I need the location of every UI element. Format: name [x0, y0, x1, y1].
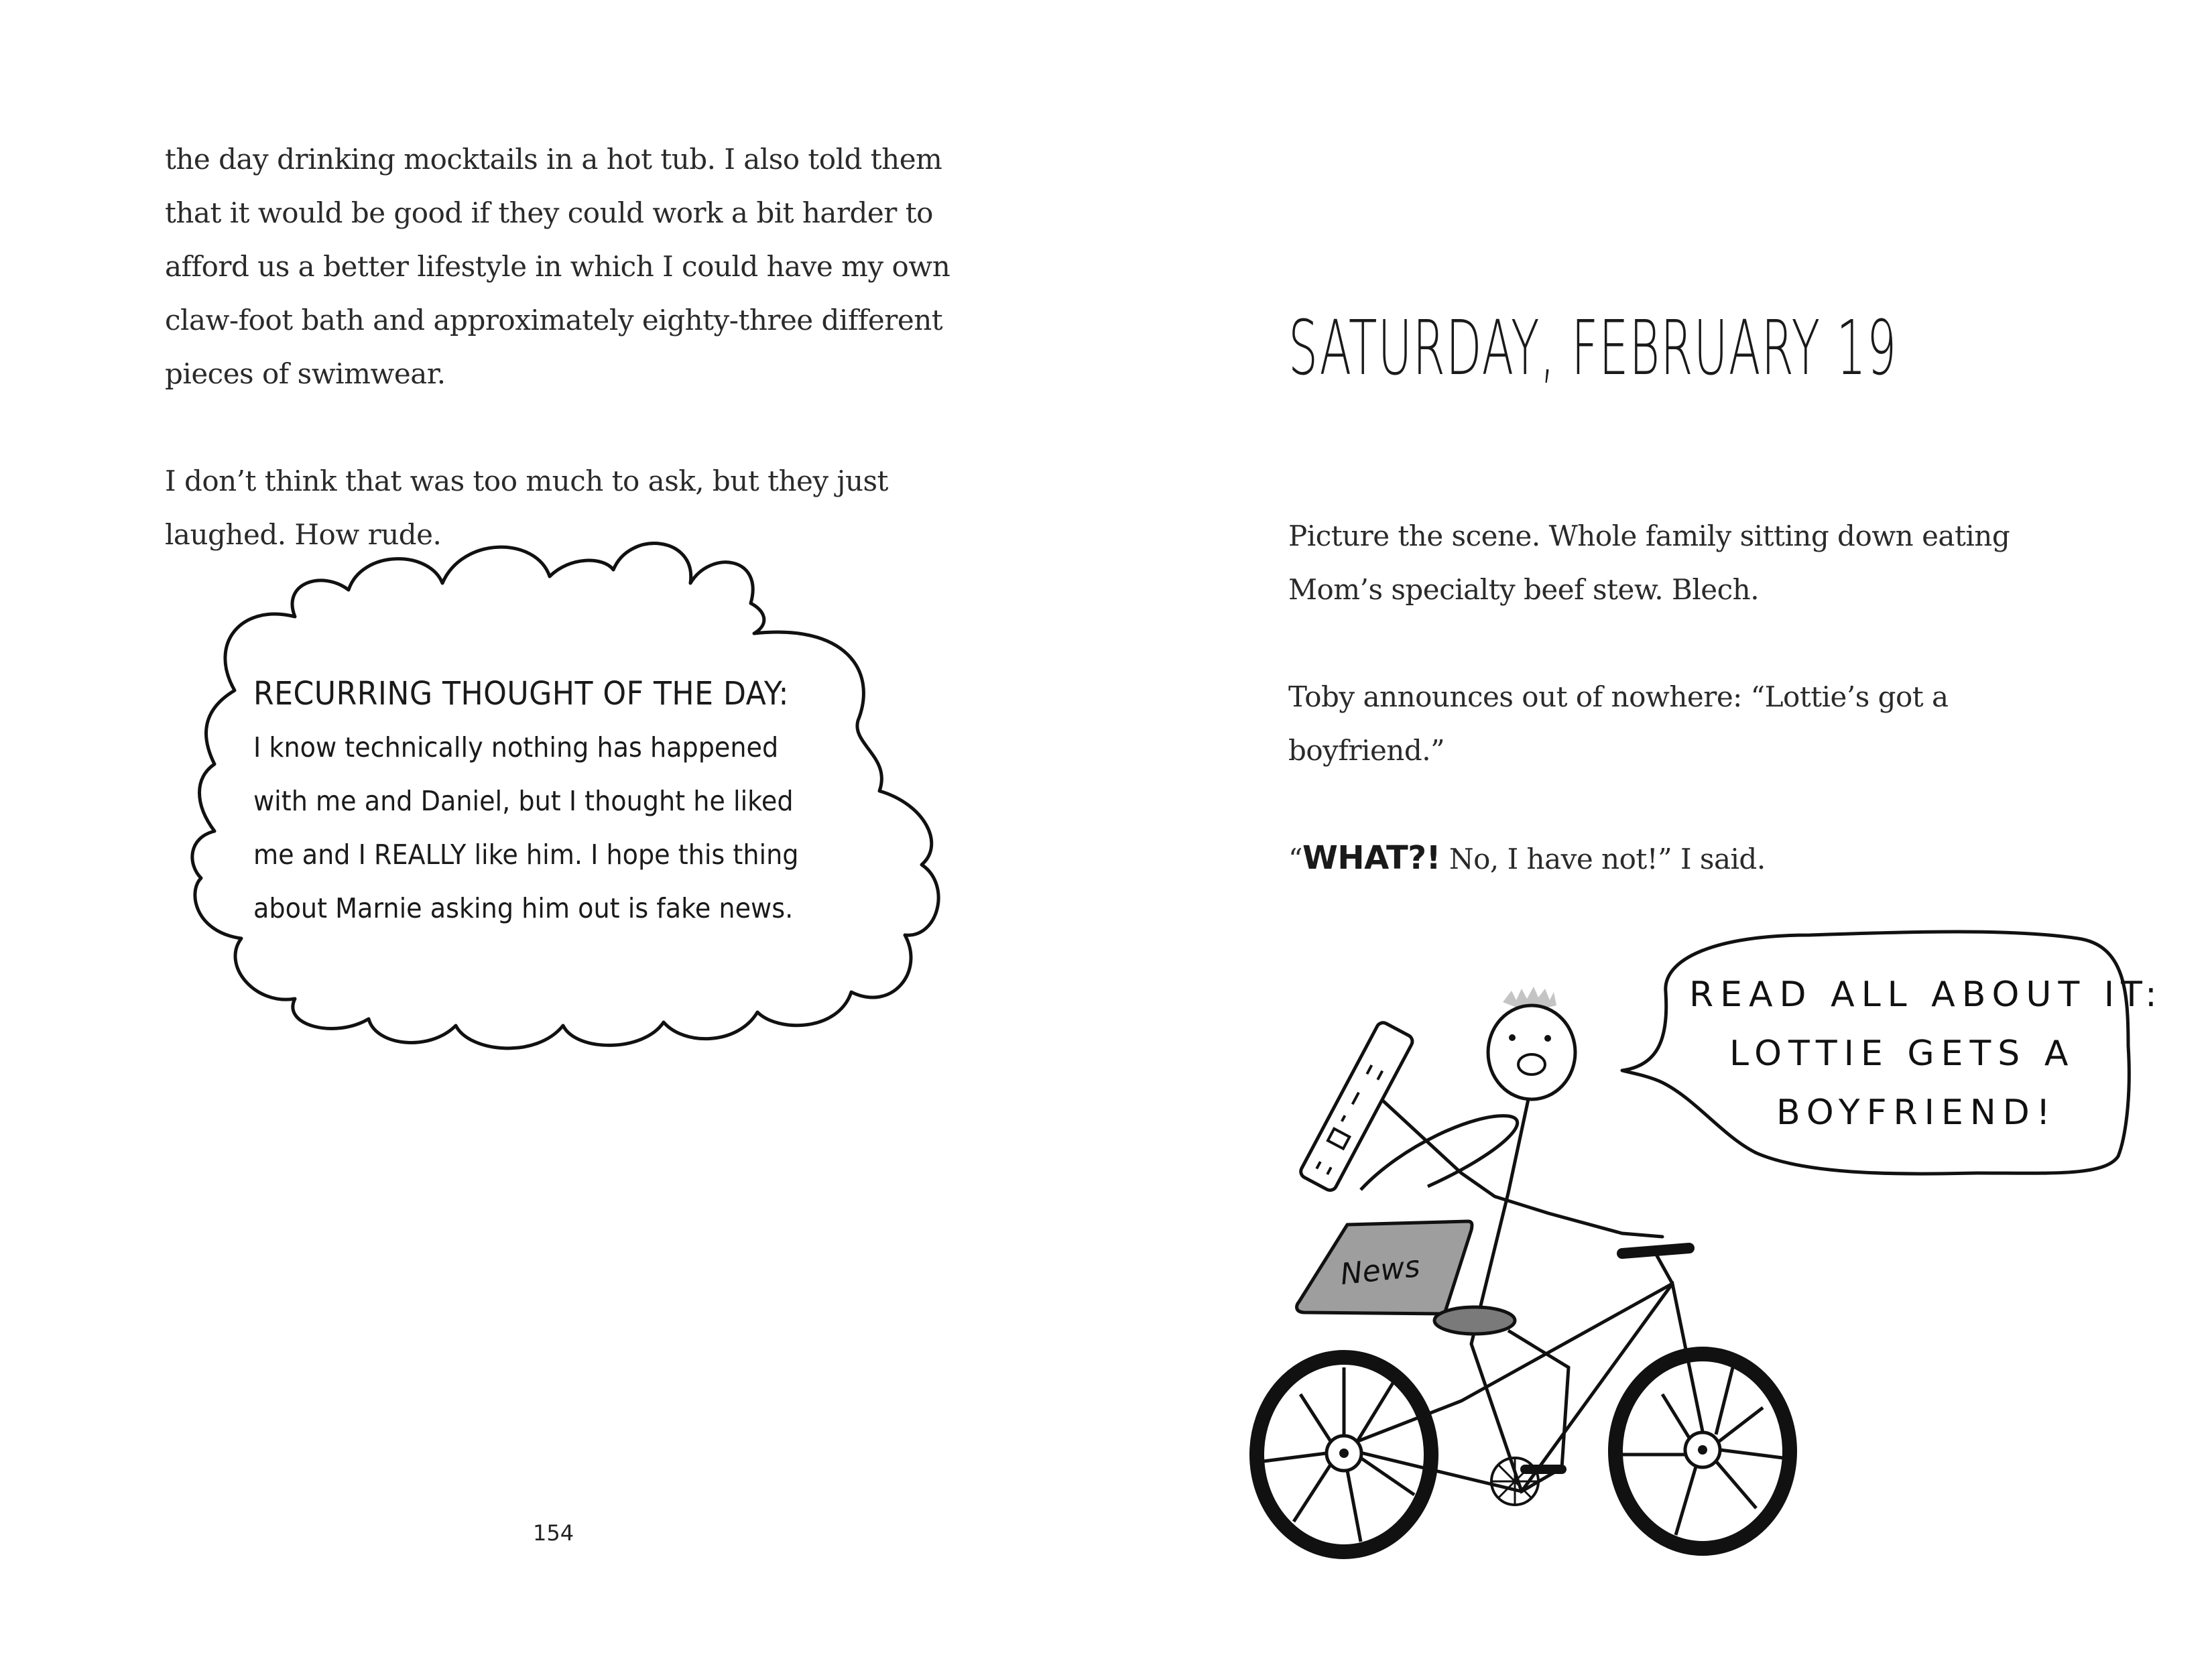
text-line: the day drinking mocktails in a hot tub. I also told them: [165, 143, 942, 176]
thought-line: I know technically nothing has happened: [253, 731, 779, 763]
thought-line: with me and Daniel, but I thought he liked: [253, 785, 794, 817]
open-quote: “: [1288, 843, 1302, 875]
text-line: that it would be good if they could work a bit harder to: [165, 196, 933, 229]
text-line: Picture the scene. Whole family sitting down eating: [1288, 519, 2010, 552]
speech-line: READ ALL ABOUT IT:: [1689, 975, 2164, 1015]
thought-line: me and I REALLY like him. I hope this thing: [253, 839, 799, 871]
thought-bubble-title: RECURRING THOUGHT OF THE DAY:: [253, 675, 789, 713]
text-line: boyfriend.”: [1288, 734, 1445, 767]
emphasis-what: WHAT?!: [1302, 839, 1440, 877]
speech-line: LOTTIE GETS A: [1729, 1034, 2075, 1074]
text-line: afford us a better lifestyle in which I could have my own: [165, 250, 950, 283]
text-line: laughed. How rude.: [165, 518, 442, 551]
speech-line: BOYFRIEND!: [1776, 1093, 2057, 1133]
text-line: Toby announces out of nowhere: “Lottie’s got a: [1288, 680, 1949, 713]
page-title: SATURDAY, FEBRUARY 19: [1288, 305, 1898, 392]
text-line: Mom’s specialty beef stew. Blech.: [1288, 573, 1760, 606]
text-line: claw-foot bath and approximately eighty-three different: [165, 304, 943, 336]
dialogue-rest: No, I have not!” I said.: [1440, 843, 1766, 875]
speech-bubble-text: [1689, 965, 2164, 1142]
thought-line: about Marnie asking him out is fake news.: [253, 892, 794, 924]
text-line: pieces of swimwear.: [165, 357, 446, 390]
page-number: 154: [533, 1520, 574, 1546]
svg-text:News: News: [1339, 1249, 1422, 1292]
text-line: I don’t think that was too much to ask, but they just: [165, 465, 888, 497]
